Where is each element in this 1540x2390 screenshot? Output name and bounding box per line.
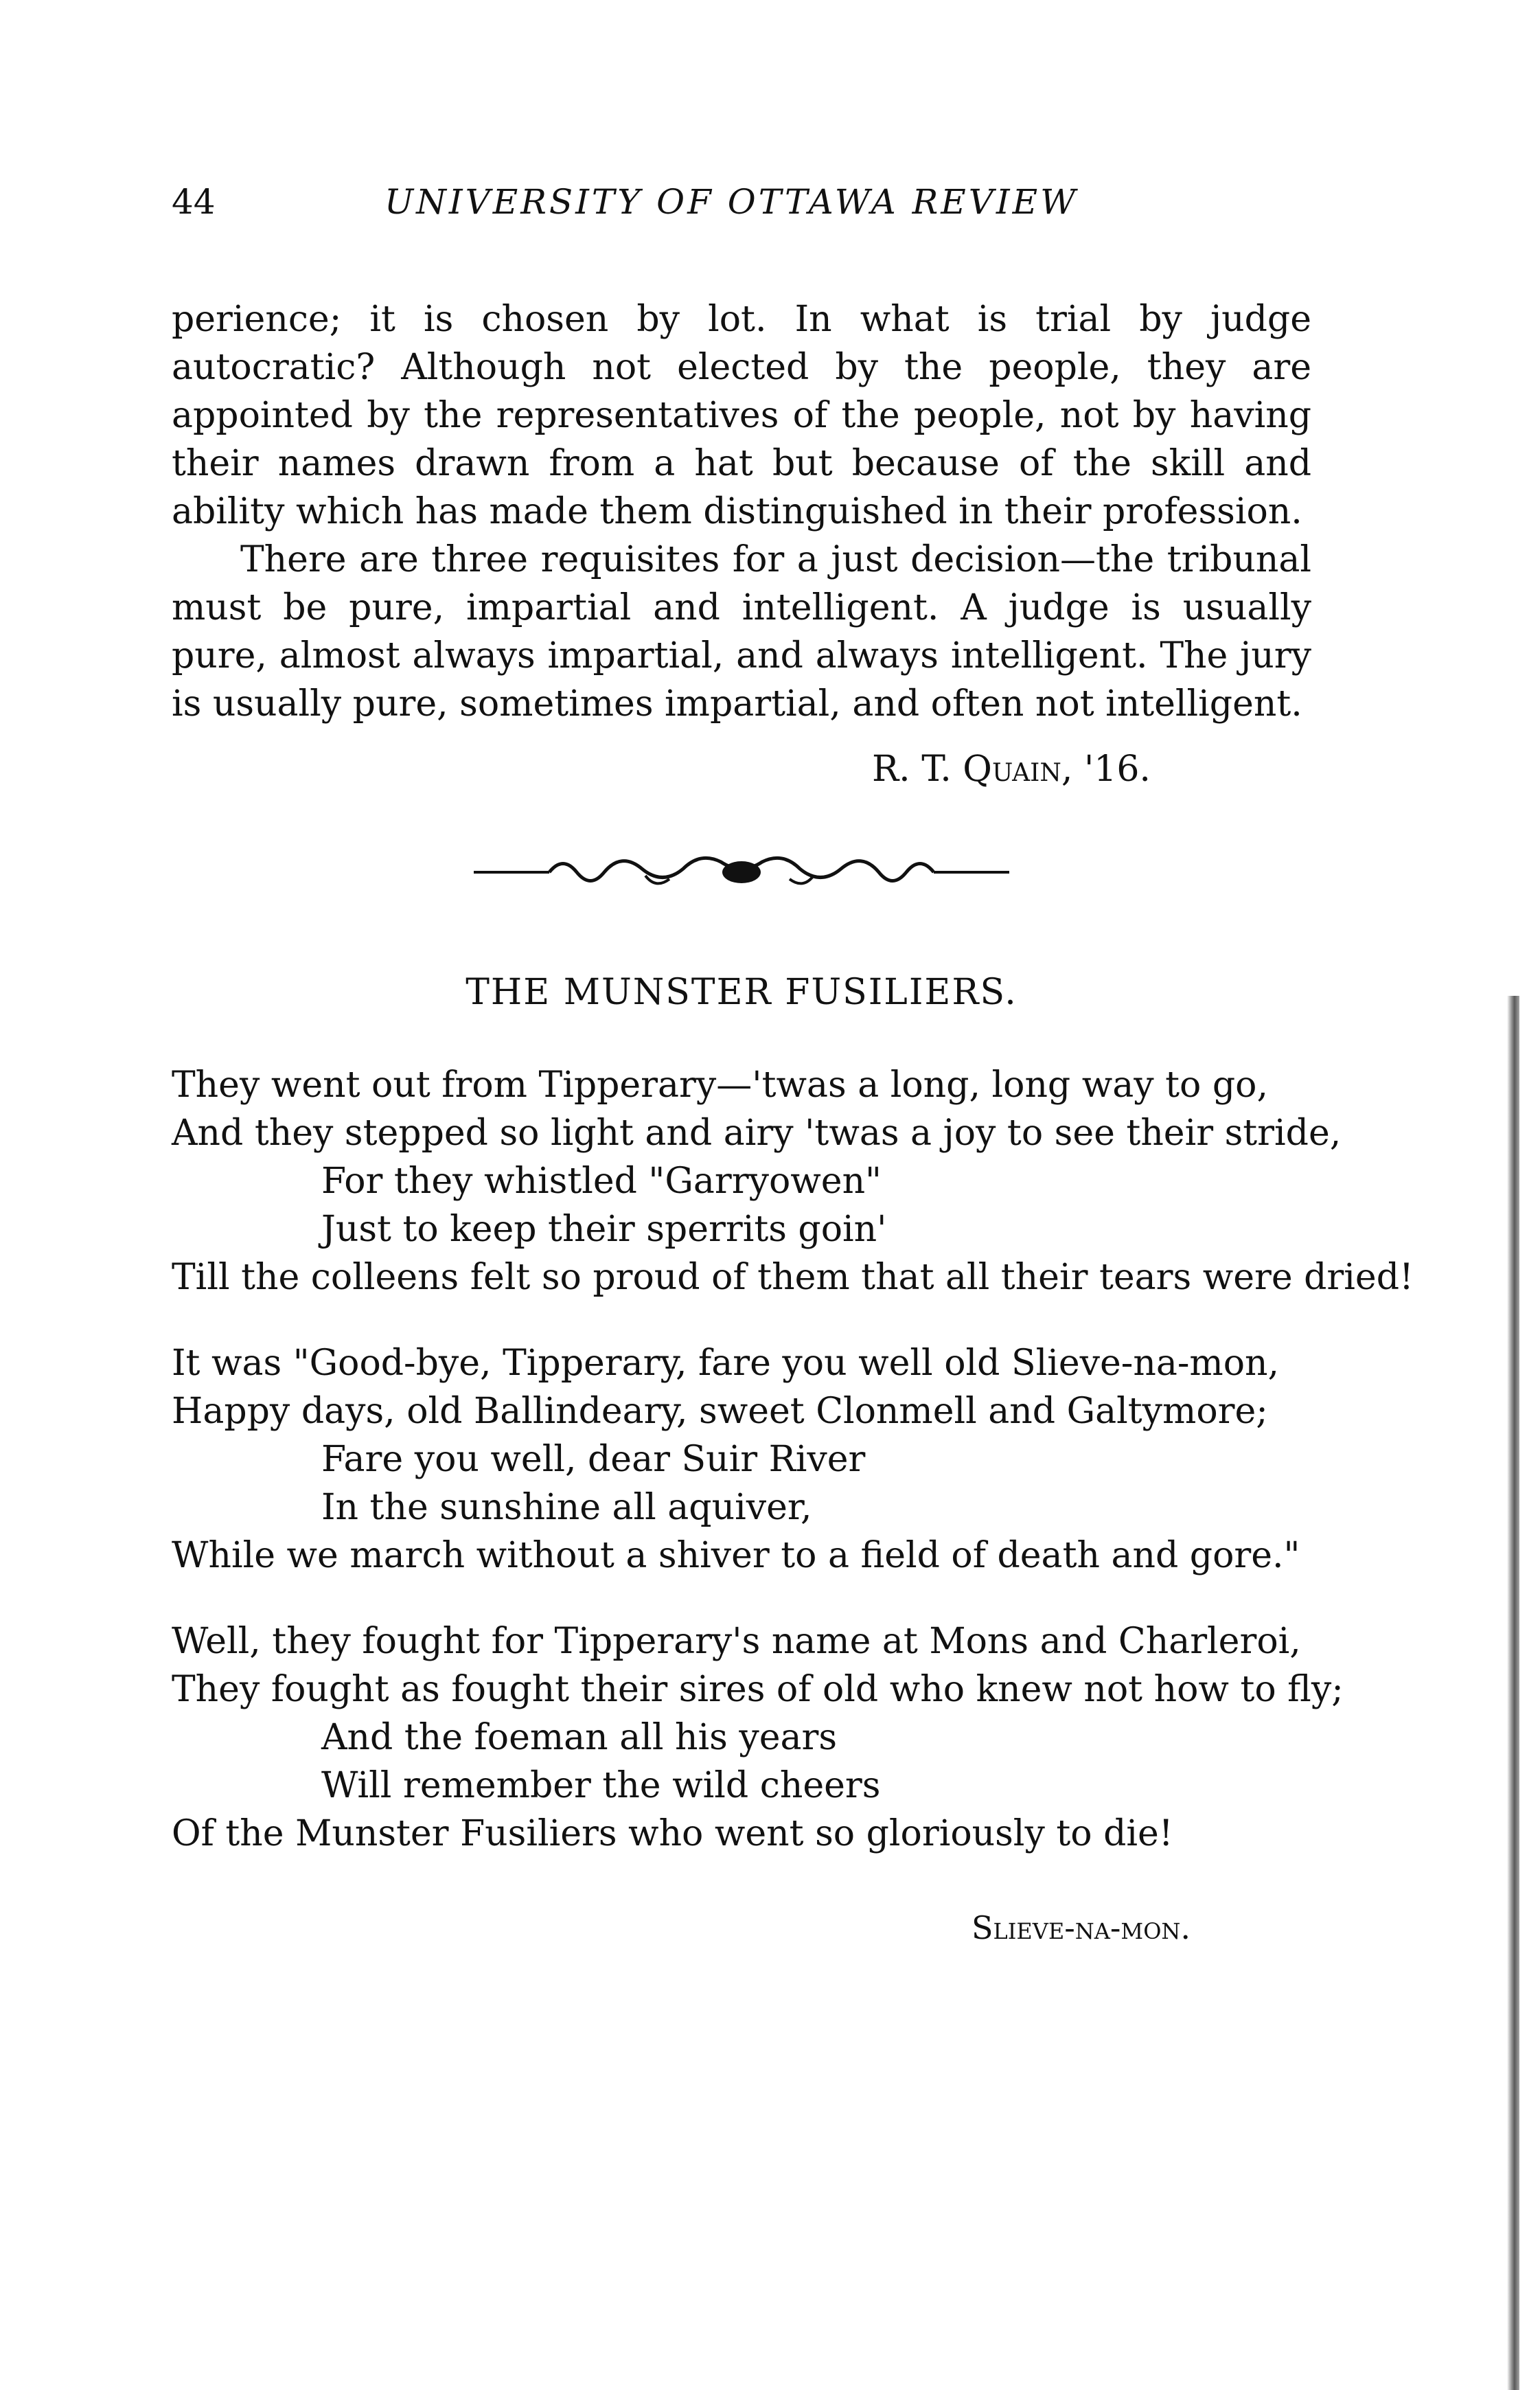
stanza-2-line-2: Happy days, old Ballindeary, sweet Clonmell and Galtymore; (172, 1391, 1268, 1432)
stanza-2-line-3: Fare you well, dear Suir River (321, 1439, 866, 1480)
stanza-2-line-4: In the sunshine all aquiver, (321, 1487, 812, 1528)
author-signature (872, 749, 1151, 790)
page-number: 44 (172, 182, 216, 222)
stanza-2-line-5: While we march without a shiver to a field of death and gore." (172, 1535, 1300, 1576)
stanza-1-line-2: And they stepped so light and airy 'twas a joy to see their stride, (172, 1113, 1342, 1154)
stanza-3-line-2: They fought as fought their sires of old who knew not how to fly; (172, 1669, 1344, 1710)
stanza-1-line-4: Just to keep their sperrits goin' (321, 1209, 887, 1250)
ornament-divider (474, 841, 1009, 903)
author-signature-text: R. T. Quain, '16. (872, 749, 1151, 790)
poem-title: THE MUNSTER FUSILIERS. (466, 972, 1018, 1013)
poem-signature (972, 1909, 1191, 1946)
stanza-3 (172, 1617, 1344, 1858)
stanza-2 (172, 1339, 1339, 1580)
stanza-1 (172, 1061, 1414, 1301)
stanza-1-line-5: Till the colleens felt so proud of them that all their tears were dried! (172, 1257, 1414, 1298)
stanza-1-line-3: For they whistled "Garryowen" (321, 1161, 882, 1202)
scan-edge-shadow (1507, 996, 1519, 2390)
page-header (172, 182, 1284, 237)
paragraph-2: There are three requisites for a just decision—the tribunal must be pure, impartial and intelligent. A judge is usually pure, almost always impartial, and always intelligent. The jury is usually pure, sometimes impartial, and often not intelligent. (172, 539, 1311, 725)
poem-signature-text: Slieve-na-mon. (972, 1909, 1191, 1946)
stanza-3-line-5: Of the Munster Fusiliers who went so gloriously to die! (172, 1813, 1173, 1854)
prose-section (172, 295, 1311, 728)
stanza-3-line-4: Will remember the wild cheers (321, 1765, 881, 1806)
stanza-2-line-1: It was "Good-bye, Tipperary, fare you well old Slieve-na-mon, (172, 1343, 1280, 1384)
stanza-3-line-3: And the foeman all his years (321, 1717, 838, 1758)
stanza-1-line-1: They went out from Tipperary—'twas a long, long way to go, (172, 1065, 1269, 1106)
paragraph-1: perience; it is chosen by lot. In what is trial by judge autocratic? Although not elected by the people, they are appointed by the representatives of the people, not by having their names drawn from a hat but because of the skill and ability which has made them distinguished in their profession. (172, 299, 1311, 532)
stanza-3-line-1: Well, they fought for Tipperary's name at Mons and Charleroi, (172, 1621, 1301, 1662)
running-head: UNIVERSITY OF OTTAWA REVIEW (384, 182, 1079, 222)
